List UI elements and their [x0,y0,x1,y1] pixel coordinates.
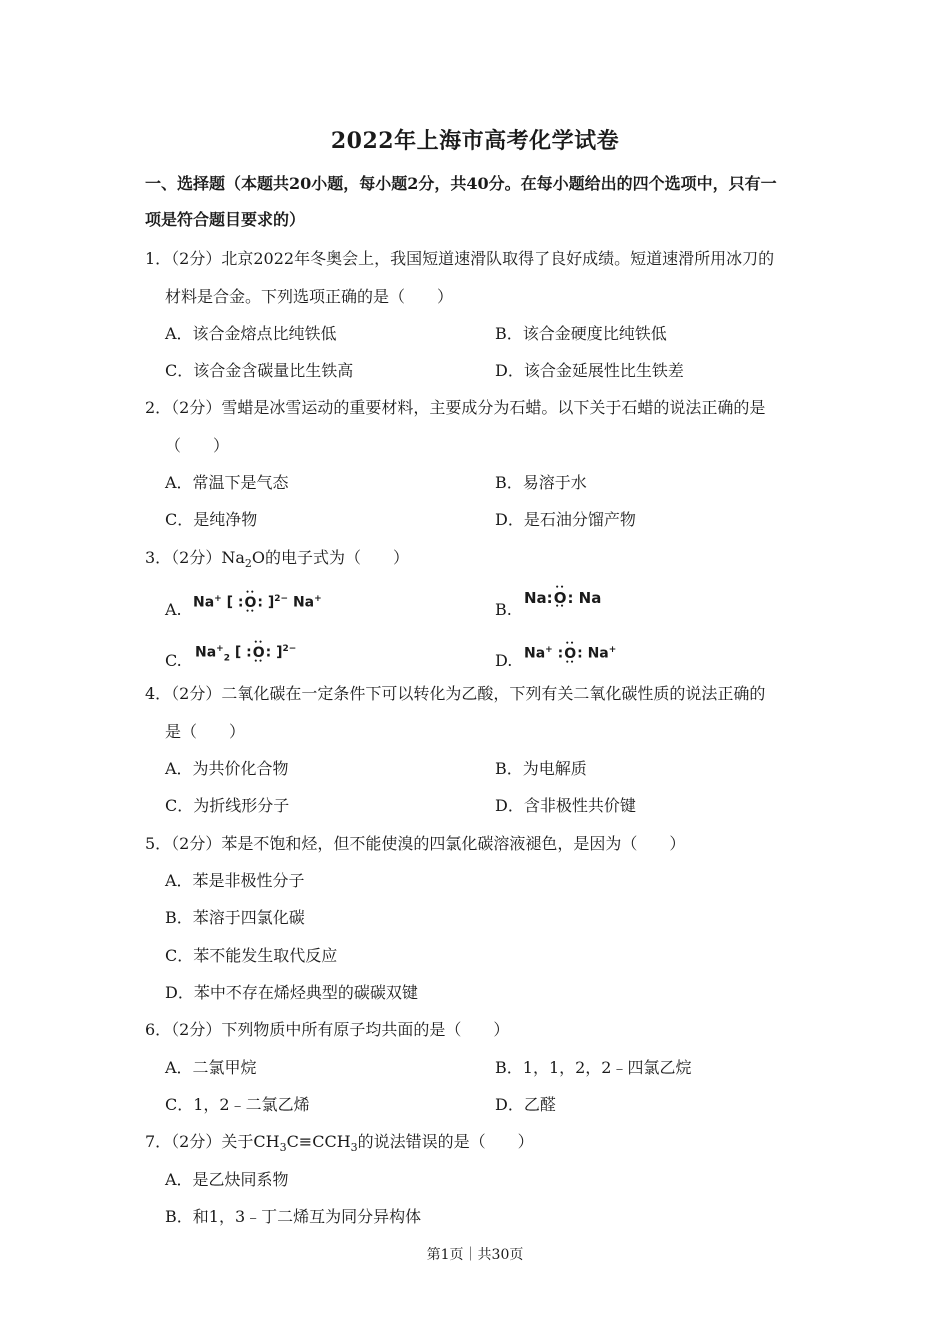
question-4-option-a: A．为共价化合物 [165,759,289,778]
question-1-stem-line2: 材料是合金。下列选项正确的是（ ） [165,287,454,306]
question-7-option-b: B．和1，3﹣丁二烯互为同分异构体 [165,1207,422,1226]
question-3-option-d-formula: Na+ :•• O ••: Na+ [524,641,616,663]
question-3-option-a-formula: Na+ [ :•• O ••: ]$^{2-}$ Na+ [193,590,322,612]
question-3-option-c-label: C. [165,651,182,670]
question-2-stem-line2: （ ） [165,436,230,455]
question-1-stem-line1: 1．（2分）北京2022年冬奥会上，我国短道速滑队取得了良好成绩。短道速滑所用冰刀的 [145,249,775,268]
question-3-option-b-formula: Na:•• O ••: Na [524,589,601,607]
question-2-option-d: D．是石油分馏产物 [495,510,636,529]
section-heading-line2: 项是符合题目要求的） [145,210,306,229]
question-4-option-d: D．含非极性共价键 [495,796,636,815]
question-3-option-d-label: D. [495,651,513,670]
question-5-option-d: D．苯中不存在烯烃典型的碳碳双键 [165,983,418,1002]
page-title: 2022年上海市高考化学试卷 [330,128,620,154]
question-6-stem: 6．（2分）下列物质中所有原子均共面的是（ ） [145,1020,510,1039]
question-3-stem: 3．（2分）$Na_2O$的电子式为（ ） [145,548,410,571]
question-5-option-b: B．苯溶于四氯化碳 [165,908,305,927]
question-3-option-b-label: B. [495,600,512,619]
question-5-stem: 5．（2分）苯是不饱和烃，但不能使溴的四氯化碳溶液褪色，是因为（ ） [145,834,686,853]
question-2-option-b: B．易溶于水 [495,473,587,492]
question-3-option-a-label: A. [165,600,182,619]
question-4-stem-line2: 是（ ） [165,722,246,741]
page-footer: 第1页｜共30页 [426,1247,524,1263]
question-6-option-a: A．二氯甲烷 [165,1058,257,1077]
question-7-stem: 7．（2分）关于$CH_3C\equiv CCH_3$的说法错误的是（ ） [145,1132,534,1155]
question-2-option-c: C．是纯净物 [165,510,258,529]
question-4-option-c: C．为折线形分子 [165,796,290,815]
question-6-option-c: C．1，2﹣二氯乙烯 [165,1095,310,1114]
section-heading-line1: 一、选择题（本题共20小题，每小题2分，共40分。在每小题给出的四个选项中，只有一 [145,174,777,193]
question-7-option-a: A．是乙炔同系物 [165,1170,289,1189]
question-4-option-b: B．为电解质 [495,759,587,778]
question-1-option-d: D．该合金延展性比生铁差 [495,361,684,380]
question-1-option-b: B．该合金硬度比纯铁低 [495,324,667,343]
question-1-option-a: A．该合金熔点比纯铁低 [165,324,337,343]
question-5-option-c: C．苯不能发生取代反应 [165,946,338,965]
question-6-option-d: D．乙醛 [495,1095,556,1114]
question-6-option-b: B．1，1，2，2﹣四氯乙烷 [495,1058,692,1077]
question-1-option-c: C．该合金含碳量比生铁高 [165,361,354,380]
question-4-stem-line1: 4．（2分）二氧化碳在一定条件下可以转化为乙酸，下列有关二氧化碳性质的说法正确的 [145,684,766,703]
question-2-stem-line1: 2．（2分）雪蜡是冰雪运动的重要材料，主要成分为石蜡。以下关于石蜡的说法正确的是 [145,398,766,417]
question-2-option-a: A．常温下是气态 [165,473,289,492]
question-5-option-a: A．苯是非极性分子 [165,871,305,890]
question-3-option-c-formula: $Na^+_2$ [ :•• O ••: ]$^{2-}$ [195,640,296,662]
